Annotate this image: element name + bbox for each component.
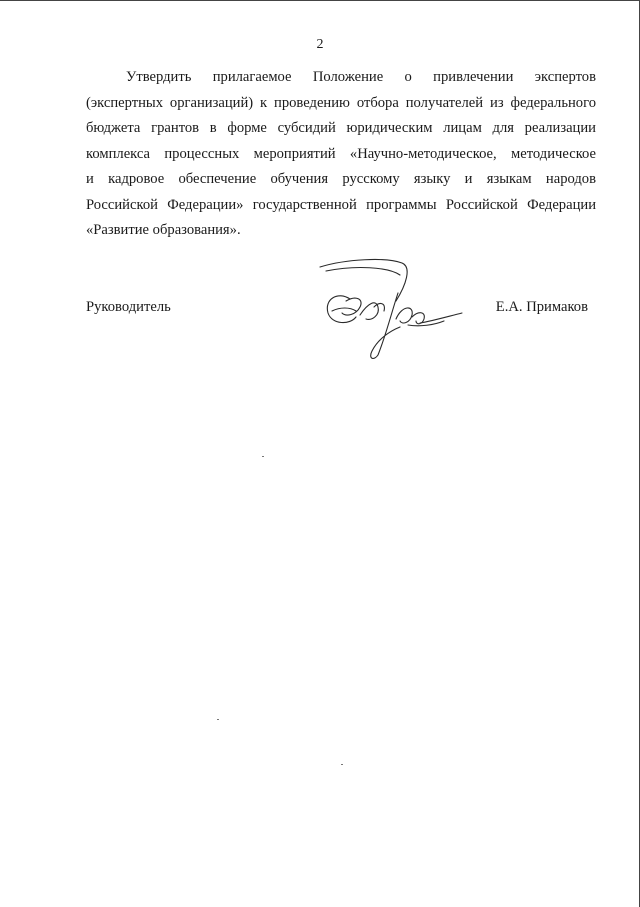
page-number: 2 [316, 37, 324, 52]
paragraph-line: бюджета грантов в форме субсидий юридическим лицам для реализации [86, 120, 596, 136]
scan-speck [217, 719, 219, 720]
paragraph-line: Российской Федерации» государственной программы Российской Федерации [86, 196, 596, 213]
handwritten-signature [316, 255, 466, 365]
paragraph-line: и кадровое обеспечение обучения русскому языку и языкам народов [86, 171, 596, 187]
paragraph-line: комплекса процессных мероприятий «Научно-методическое, методическое [86, 145, 596, 162]
scan-speck [341, 764, 343, 765]
order-paragraph [86, 65, 596, 244]
scan-speck [262, 456, 264, 457]
paragraph-line: (экспертных организаций) к проведению отбора получателей из федерального [86, 94, 596, 111]
signer-name: Е.А. Примаков [495, 299, 588, 315]
paragraph-line: «Развитие образования». [86, 222, 241, 238]
position-title: Руководитель [86, 299, 171, 315]
paragraph-line: Утвердить прилагаемое Положение о привлечении экспертов [126, 69, 596, 85]
